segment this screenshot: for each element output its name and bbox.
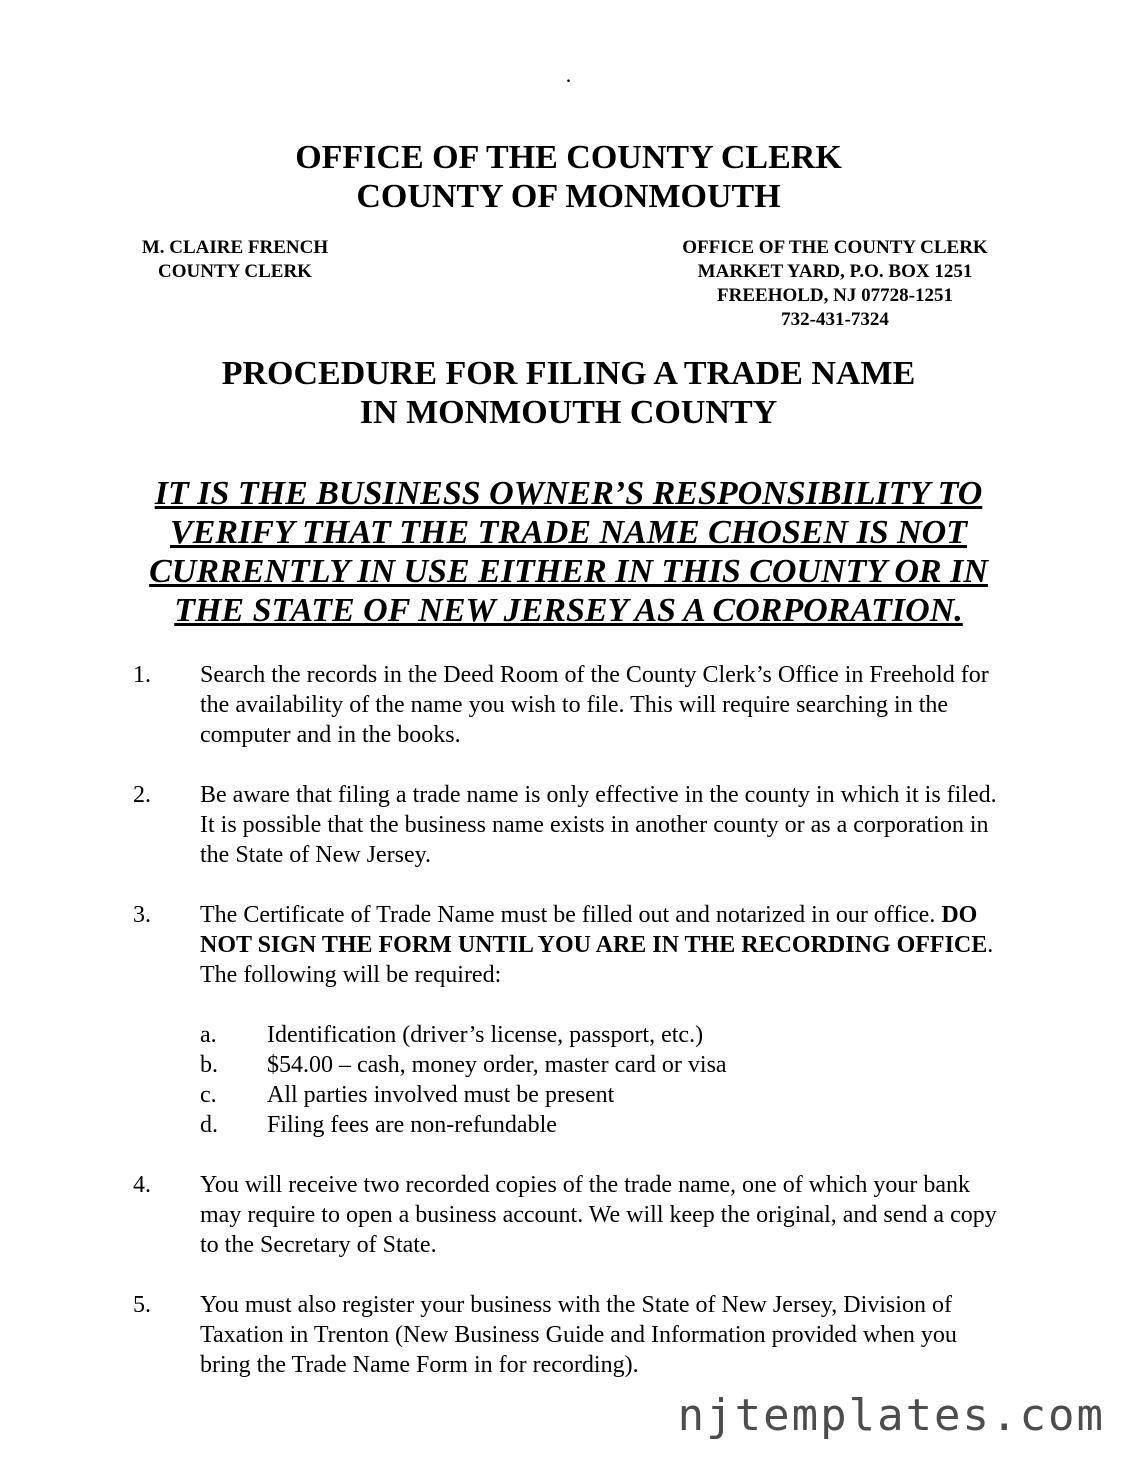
requirement-letter: d. [200,1112,218,1138]
requirement-text: Identification (driver’s license, passport, etc.) [267,1022,704,1048]
step-number: 2. [133,782,151,808]
requirement-item [200,1020,1010,1050]
step-text: You must also register your business with the State of New Jersey, Division of Taxation in Trenton (New Business Guide and Information provided when you bring the Trade Name Form in for recording). [200,1292,957,1378]
procedure-title-line2: IN MONMOUTH COUNTY [359,394,778,431]
clerk-name: M. CLAIRE FRENCH [141,237,329,258]
step-4 [0,1170,1137,1260]
top-mark: . [565,62,572,87]
requirement-item [200,1110,1010,1140]
procedure-title [0,354,1137,432]
office-title [0,138,1137,216]
step-number: 5. [133,1292,151,1318]
requirement-item [200,1050,1010,1080]
requirement-item [200,1080,1010,1110]
step-text: Be aware that filing a trade name is only effective in the county in which it is filed. It is possible that the business name exists in another county or as a corporation in the State of New Jersey. [200,782,997,868]
step-1 [0,660,1137,750]
address-line2: MARKET YARD, P.O. BOX 1251 [697,261,973,282]
address-line1: OFFICE OF THE COUNTY CLERK [682,237,988,258]
office-title-line2: COUNTY OF MONMOUTH [356,178,781,215]
clerk-block [100,236,370,284]
step-2 [0,780,1137,870]
step-text: Search the records in the Deed Room of the County Clerk’s Office in Freehold for the availability of the name you wish to file. This will require searching in the computer and in the books. [200,662,989,748]
requirement-letter: a. [200,1022,217,1048]
requirements-list [200,1020,1010,1140]
requirement-letter: b. [200,1052,218,1078]
clerk-title: COUNTY CLERK [158,261,312,282]
step-number: 1. [133,662,151,688]
address-block [640,236,1030,332]
office-title-line1: OFFICE OF THE COUNTY CLERK [295,139,842,176]
address-phone: 732-431-7324 [781,309,889,330]
step-number: 4. [133,1172,151,1198]
requirement-text: Filing fees are non-refundable [267,1112,557,1138]
step-3-followup: . The following will be required: [200,932,994,988]
step-text [200,900,1010,1140]
step-3 [0,900,1137,1140]
step-text: You will receive two recorded copies of the trade name, one of which your bank may require to open a business account. We will keep the original, and send a copy to the Secretary of State. [200,1172,997,1258]
step-5 [0,1290,1137,1380]
step-number: 3. [133,902,151,928]
responsibility-warning: IT IS THE BUSINESS OWNER’S RESPONSIBILITY TO VERIFY THAT THE TRADE NAME CHOSEN IS NOT CURRENTLY IN USE EITHER IN THIS COUNTY OR IN THE STATE OF NEW JERSEY AS A CORPORATION. [149,475,988,629]
site-watermark: njtemplates.com [677,1390,1105,1441]
address-line3: FREEHOLD, NJ 07728-1251 [717,285,953,306]
requirement-text: $54.00 – cash, money order, master card or visa [267,1052,727,1078]
requirement-letter: c. [200,1082,217,1108]
step-3-intro: The Certificate of Trade Name must be filled out and notarized in our office. [200,902,942,928]
step-3-bold-notice: DO NOT SIGN THE FORM UNTIL YOU ARE IN THE RECORDING OFFICE [200,902,988,958]
procedure-title-line1: PROCEDURE FOR FILING A TRADE NAME [221,355,916,392]
requirement-text: All parties involved must be present [267,1082,615,1108]
steps-list [0,660,1137,1410]
